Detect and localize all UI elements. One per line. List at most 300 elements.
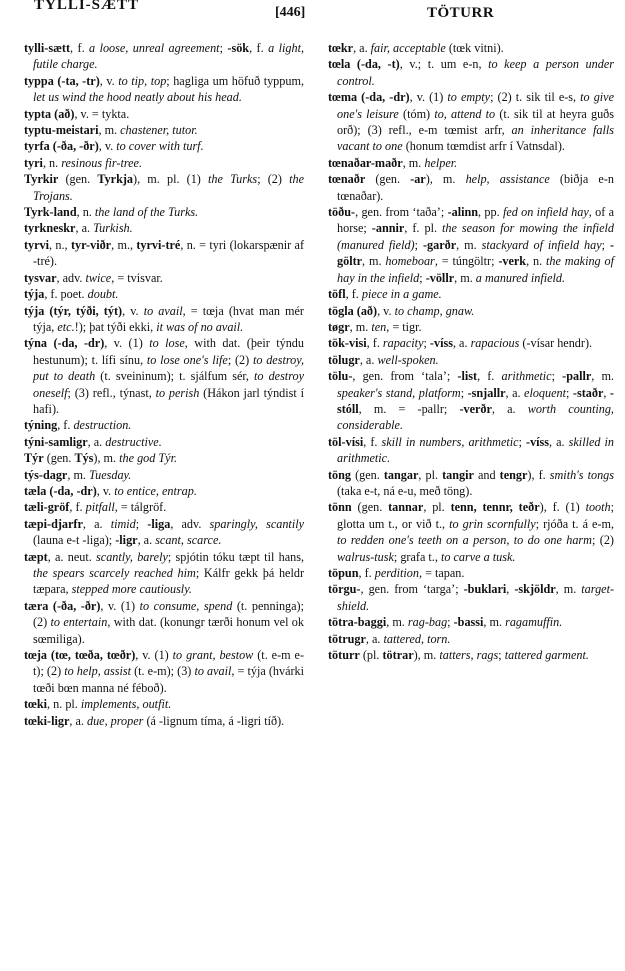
form: -göltr <box>337 237 615 269</box>
form: Tyrkja <box>97 172 134 187</box>
entry-text: (gen. <box>351 500 389 515</box>
headword: tœja (tœ, tœða, tœðr) <box>24 648 136 663</box>
entry-text: , = tvisvar. <box>111 270 163 285</box>
dictionary-entry <box>328 171 614 204</box>
entry-text: , n. <box>42 155 62 170</box>
headword: typpa (-ta, -tr) <box>24 73 100 88</box>
form: Týs <box>74 451 94 466</box>
gloss: helper. <box>424 155 458 170</box>
gloss: tattered garment. <box>504 648 589 663</box>
dictionary-entry <box>328 499 614 565</box>
dictionary-entry <box>328 581 614 614</box>
entry-text: , a. <box>75 221 94 236</box>
gloss: sparingly, scantily <box>209 516 305 531</box>
entry-text: , v. <box>377 303 395 318</box>
headword: tök-visi <box>328 336 367 351</box>
entry-text: , f. <box>249 41 269 55</box>
entry-text: ; <box>498 648 505 663</box>
headword: Tyrkir <box>24 172 59 187</box>
gloss: arithmetic <box>501 369 552 384</box>
entry-text: ; <box>551 369 563 384</box>
gloss: a light, futile charge. <box>33 41 305 72</box>
dictionary-entry <box>24 220 304 236</box>
gloss: implements, outfit. <box>80 697 172 712</box>
headword: tæli-gröf <box>24 500 70 515</box>
gloss: fair, acceptable <box>370 41 446 55</box>
entry-text: , gen. from ‘tala’; <box>352 369 458 384</box>
entry-text: , v. <box>96 483 115 498</box>
dictionary-entry <box>24 467 304 483</box>
gloss: eloquent <box>524 385 566 400</box>
entry-text: , a. <box>359 352 378 367</box>
form: -list <box>457 369 478 384</box>
form: -sök <box>227 41 250 55</box>
gloss: destructive. <box>105 434 162 449</box>
dictionary-entry <box>328 56 614 89</box>
entry-text: ; <box>460 385 468 400</box>
entry-text: , v. (1) <box>135 648 173 663</box>
page-number: [446] <box>275 5 306 20</box>
header-guide-word-right: TÖTURR <box>427 5 495 21</box>
headword: týja <box>24 287 45 302</box>
headword: týs-dagr <box>24 467 68 482</box>
dictionary-entry <box>328 565 614 581</box>
entry-text: ; glotta um t., or við t., <box>337 500 615 531</box>
gloss: ten <box>371 319 387 334</box>
gloss: the land of the Turks. <box>94 205 199 220</box>
gloss: to destroy, put to death <box>33 352 304 384</box>
gloss: to empty <box>447 90 491 105</box>
entry-text: , m. <box>386 615 408 630</box>
gloss: to help, assist <box>64 664 131 679</box>
dictionary-entry <box>24 483 304 499</box>
header-guide-word-left: TYLLI-SÆTT <box>34 0 140 13</box>
headword: töturr <box>328 648 360 663</box>
gloss: resinous fir-tree. <box>61 155 143 170</box>
entry-text: ; (2) <box>257 172 290 187</box>
entry-text: , = tœja (hvat man mér týja, <box>33 303 304 334</box>
gloss: the making of hay in the infield <box>337 254 615 285</box>
gloss: tatters, rags <box>439 648 499 663</box>
entry-text: ; <box>419 270 426 285</box>
dictionary-entry <box>24 450 304 466</box>
entry-text: (t. penninga); (2) <box>33 598 304 630</box>
dictionary-entry <box>24 237 304 270</box>
gloss: rapacity <box>382 336 424 351</box>
form: -víss <box>429 336 453 351</box>
gloss: to avail <box>194 664 232 679</box>
gloss: etc. <box>57 319 75 334</box>
entry-text: ), m. <box>93 451 120 466</box>
form: -verðr <box>459 401 492 416</box>
dictionary-entry <box>328 286 614 302</box>
entry-text: , f. <box>363 434 382 449</box>
gloss: to lose <box>149 336 185 351</box>
form: tyr-viðr <box>70 237 112 252</box>
gloss: smith's tongs <box>549 467 614 482</box>
gloss: due, proper <box>86 713 144 728</box>
gloss: stackyard of infield hay <box>481 237 602 252</box>
entry-text: (Hákon jarl týndist í hafi). <box>33 385 305 416</box>
form: tötrar <box>382 648 414 663</box>
entry-text: , v.; t. um e-n, <box>399 57 489 72</box>
entry-text: ; grafa t., <box>393 549 441 564</box>
headword: tölugr <box>328 352 360 367</box>
gloss: to consume, spend <box>139 598 233 613</box>
entry-text: , m., <box>111 237 137 252</box>
entry-text: , = týja (hvárki tœði bœn manna né féboð). <box>33 664 305 695</box>
entry-text: , with dat. (konungr tærði honum vel ok sœmiliga). <box>33 615 304 646</box>
form: tenn, tennr, teðr <box>450 500 540 515</box>
entry-text: , m. <box>349 319 372 334</box>
gloss: to entice, entrap. <box>114 483 197 498</box>
form: -ligr <box>115 533 138 548</box>
dictionary-entry <box>328 40 614 56</box>
entry-text: , f. <box>477 369 502 384</box>
entry-text: , a. <box>82 516 111 531</box>
dictionary-entry <box>24 270 304 286</box>
form: -garðr <box>422 237 457 252</box>
gloss: to grant, bestow <box>172 648 254 663</box>
gloss: chastener, tutor. <box>120 123 198 138</box>
dictionary-entry <box>328 155 614 171</box>
gloss: to champ, gnaw. <box>394 303 475 318</box>
gloss: skill in numbers, arithmetic <box>381 434 519 449</box>
dictionary-entry <box>24 516 304 549</box>
form: tengr <box>499 467 528 482</box>
gloss: scant, scarce. <box>155 533 222 548</box>
entry-text: (t. e-m); (3) <box>131 664 195 679</box>
entry-text: (biðja e-n tœnaðar). <box>337 172 614 203</box>
gloss: target-shield. <box>337 582 615 613</box>
entry-text: ; <box>447 615 454 630</box>
entry-text: ), m. <box>413 648 440 663</box>
entry-text: (t. e-m e-t); (2) <box>33 648 305 679</box>
dictionary-entry <box>24 696 304 712</box>
form: -verk <box>498 254 527 269</box>
form: -bassi <box>453 615 484 630</box>
entry-text: , m. <box>456 237 482 252</box>
form: -pallr <box>562 369 592 384</box>
entry-text: (pl. <box>359 648 383 663</box>
entry-text: ; Kálfr gekk þá heldr tæpara, <box>33 566 304 597</box>
headword: töpun <box>328 566 359 580</box>
gloss: the spears scarcely reached him <box>33 566 196 580</box>
entry-text: , n. = tyri (lokarspænir af -tré). <box>33 237 305 269</box>
gloss: to avail <box>143 303 183 318</box>
entry-text: , n., <box>49 237 71 252</box>
entry-text: , m. <box>362 254 386 269</box>
entry-text: ; (2) <box>227 352 253 367</box>
entry-text: , a. <box>137 533 156 548</box>
entry-text: ; <box>135 516 148 531</box>
entry-text: (gen. <box>365 172 411 187</box>
gloss: well-spoken. <box>377 352 439 367</box>
gloss: skilled in arithmetic. <box>337 434 615 466</box>
entry-text: , f. <box>69 500 86 515</box>
entry-text: , a. <box>505 385 525 400</box>
headword: tötrugr <box>328 631 366 646</box>
entry-text: ; (2) t. sik til e-s, <box>490 90 581 105</box>
headword: töng <box>328 467 352 482</box>
entry-text: , pp. <box>478 205 503 220</box>
headword: tœkr <box>328 41 354 55</box>
dictionary-entry <box>24 40 304 73</box>
form: -stóll <box>337 385 614 416</box>
form: tannar <box>388 500 424 515</box>
dictionary-entry <box>328 352 614 368</box>
dictionary-entry <box>24 138 304 154</box>
gloss: tooth <box>585 500 611 515</box>
entry-text: , = tigr. <box>386 319 422 334</box>
entry-text: , m. <box>454 270 476 285</box>
gloss: to destroy oneself <box>33 369 304 400</box>
headword: typtu-meistari <box>24 123 99 138</box>
form: -víss <box>526 434 550 449</box>
gloss: pitfall <box>85 500 115 515</box>
entry-text: ), m. <box>425 172 466 187</box>
entry-text: (t. sik til at heyra guðs orð); (3) refl., e-m tœmist arfr, <box>337 106 615 138</box>
gloss: the Turks <box>208 172 258 187</box>
entry-text: , <box>506 582 515 597</box>
headword: tæra (-ða, -ðr) <box>24 598 101 613</box>
gloss: to redden one's teeth on a person, to do one harm <box>337 533 592 548</box>
entry-text: , = túngöltr; <box>434 254 499 269</box>
entry-text: ), f. <box>527 467 550 482</box>
entry-text: ; spjótin tóku tæpt til hans, <box>167 549 304 564</box>
entry-text: (gen. <box>43 451 75 466</box>
headword: tögla (að) <box>328 303 378 318</box>
entry-text: (gen. <box>351 467 384 482</box>
dictionary-entry <box>24 417 304 433</box>
gloss: fed on infield hay <box>502 205 589 220</box>
headword: törgu- <box>328 582 361 597</box>
entry-text: (t. sveininum); t. sjálfum sér, <box>95 369 255 384</box>
entry-text: , f. <box>366 336 383 351</box>
entry-text: , v. (1) <box>409 90 448 105</box>
entry-text: , m. <box>98 123 121 138</box>
entry-text: , v. <box>98 139 117 154</box>
entry-text: (tóm) <box>398 106 435 121</box>
dictionary-entry <box>24 286 304 302</box>
gloss: the season for mowing the infield (manured field) <box>337 221 614 252</box>
right-column <box>328 40 614 663</box>
headword: tæpt <box>24 549 48 564</box>
gloss: to grin scornfully <box>449 516 536 531</box>
entry-text: ; <box>518 434 527 449</box>
entry-text: ; rjóða t. á e-m, <box>535 516 615 531</box>
headword: Tyrk-land <box>24 205 77 220</box>
headword: töðu- <box>328 205 356 220</box>
entry-text: ; (3) refl., týnast, <box>67 385 156 400</box>
gloss: ragamuffin. <box>505 615 563 630</box>
entry-text: (-vísar hendr). <box>519 336 593 351</box>
entry-text: , a. <box>353 41 371 55</box>
gloss: doubt. <box>87 287 119 302</box>
form: -snjallr <box>467 385 506 400</box>
headword: tylli-sætt <box>24 41 71 55</box>
entry-text: , f. <box>358 566 375 580</box>
gloss: worth counting, considerable. <box>337 401 614 433</box>
headword: tæla (-da, -dr) <box>24 483 97 498</box>
gloss: to keep a person under control. <box>337 57 614 88</box>
form: -völlr <box>425 270 455 285</box>
form: -buklari <box>463 582 507 597</box>
dictionary-entry <box>328 631 614 647</box>
entry-text: , a. <box>491 401 528 416</box>
entry-text: ; (2) <box>591 533 614 548</box>
gloss: help, assistance <box>465 172 550 187</box>
entry-text: (á -lignum tíma, á -ligri tíð). <box>143 713 285 728</box>
entry-text: !); þat týði ekki, <box>74 319 157 334</box>
headword: tyri <box>24 155 43 170</box>
headword: tœla (-da, -t) <box>328 57 400 72</box>
entry-text: , pl. <box>418 467 443 482</box>
headword: töl-vísi <box>328 434 364 449</box>
gloss: rag-bag <box>407 615 448 630</box>
gloss: scantly, barely <box>96 549 168 564</box>
entry-text: , a. <box>549 434 569 449</box>
form: -ar <box>410 172 426 187</box>
dictionary-entry <box>24 598 304 647</box>
dictionary-entry <box>328 319 614 335</box>
entry-text: , = tapan. <box>418 566 465 580</box>
entry-text: , of a horse; <box>337 205 614 236</box>
headword: tøgr <box>328 319 350 334</box>
entry-text: (honum tœmdist arfr í Vatnsdal). <box>402 139 565 154</box>
entry-text: ; <box>601 237 610 252</box>
dictionary-entry <box>328 647 614 663</box>
form: tyrvi-tré <box>136 237 181 252</box>
entry-text: ), m. pl. (1) <box>133 172 209 187</box>
headword: týja (týr, týði, týt) <box>24 303 123 318</box>
entry-text: ; <box>566 385 573 400</box>
dictionary-entry <box>24 647 304 696</box>
left-column <box>24 40 304 729</box>
headword: tœma (-da, -dr) <box>328 90 410 105</box>
entry-text: , v. <box>122 303 144 318</box>
form: -annir <box>371 221 405 236</box>
gloss: tattered, torn. <box>383 631 451 646</box>
headword: tœki <box>24 697 48 712</box>
headword: tönn <box>328 500 352 515</box>
dictionary-entry <box>328 303 614 319</box>
headword: týni-samligr <box>24 434 88 449</box>
form: tangir <box>442 467 474 482</box>
dictionary-entry <box>24 335 304 417</box>
entry-text: , v. <box>99 73 119 88</box>
dictionary-entry <box>24 73 304 106</box>
entry-text: (launa e-t -liga); <box>33 533 116 548</box>
gloss: rapacious <box>470 336 520 351</box>
headword: tötra-baggi <box>328 615 387 630</box>
entry-text: and <box>473 467 500 482</box>
gloss: to, attend to <box>434 106 496 121</box>
dictionary-entry <box>24 499 304 515</box>
dictionary-entry <box>328 614 614 630</box>
gloss: homeboar <box>385 254 435 269</box>
entry-text: (tœk vitni). <box>445 41 504 55</box>
entry-text: , a. <box>452 336 471 351</box>
gloss: piece in a game. <box>361 287 442 302</box>
entry-text: , m. <box>591 369 614 384</box>
headword: týning <box>24 418 58 433</box>
gloss: walrus-tusk <box>337 549 394 564</box>
gloss: a loose, unreal agreement <box>89 41 220 55</box>
headword: tyrfa (-ða, -ðr) <box>24 139 99 154</box>
entry-text: , n. <box>526 254 547 269</box>
headword: tœki-ligr <box>24 713 70 728</box>
form: -alinn <box>447 205 479 220</box>
entry-text: , m. <box>402 155 425 170</box>
gloss: the Trojans. <box>33 172 304 203</box>
entry-text: ; hagliga um höfuð typpum, <box>166 73 304 88</box>
entry-text: ; <box>414 237 423 252</box>
entry-text: , a. <box>87 434 106 449</box>
gloss: to tip, top <box>118 73 167 88</box>
dictionary-entry <box>24 204 304 220</box>
form: -liga <box>147 516 171 531</box>
entry-text: (gen. <box>58 172 98 187</box>
entry-text: ), f. (1) <box>539 500 586 515</box>
entry-text: , n. <box>76 205 95 220</box>
entry-text: , v. (1) <box>104 336 150 351</box>
gloss: the god Týr. <box>119 451 178 466</box>
gloss: twice <box>85 270 112 285</box>
dictionary-entry <box>24 155 304 171</box>
entry-text: , m. <box>555 582 582 597</box>
gloss: it was of no avail. <box>156 319 244 334</box>
dictionary-entry <box>24 122 304 138</box>
entry-text: , a. <box>365 631 384 646</box>
entry-text: , = tálgröf. <box>114 500 167 515</box>
entry-text: ; <box>423 336 430 351</box>
entry-text: , adv. <box>56 270 86 285</box>
entry-text: , f. <box>345 287 362 302</box>
headword: tysvar <box>24 270 57 285</box>
gloss: to perish <box>155 385 200 400</box>
gloss: destruction. <box>73 418 132 433</box>
gloss: to entertain <box>50 615 108 630</box>
dictionary-entry <box>328 434 614 467</box>
entry-text: , f. <box>57 418 74 433</box>
headword: tyrvi <box>24 237 50 252</box>
headword: tölu- <box>328 369 353 384</box>
dictionary-entry <box>24 713 304 729</box>
entry-text: (taka e-t, ná e-u, með töng). <box>337 483 473 498</box>
entry-text: , pl. <box>423 500 451 515</box>
entry-text: , adv. <box>170 516 210 531</box>
dictionary-entry <box>328 89 614 155</box>
dictionary-entry <box>24 434 304 450</box>
entry-text: , m. <box>67 467 90 482</box>
gloss: stepped more cautiously. <box>71 582 192 597</box>
headword: Týr <box>24 451 44 466</box>
gloss: perdition <box>374 566 419 580</box>
form: -staðr <box>572 385 604 400</box>
dictionary-entry <box>328 368 614 434</box>
entry-text: , m. = -pallr; <box>358 401 460 416</box>
entry-text: , gen. from ‘taða’; <box>355 205 448 220</box>
entry-text: , f. <box>70 41 90 55</box>
dictionary-entry <box>24 171 304 204</box>
gloss: let us wind the hood neatly about his head. <box>33 90 242 105</box>
headword: tœnaðr <box>328 172 366 187</box>
gloss: timid <box>110 516 136 531</box>
page-header <box>0 0 625 30</box>
gloss: to give one's leisure <box>337 90 615 121</box>
headword: typta (að) <box>24 106 75 121</box>
